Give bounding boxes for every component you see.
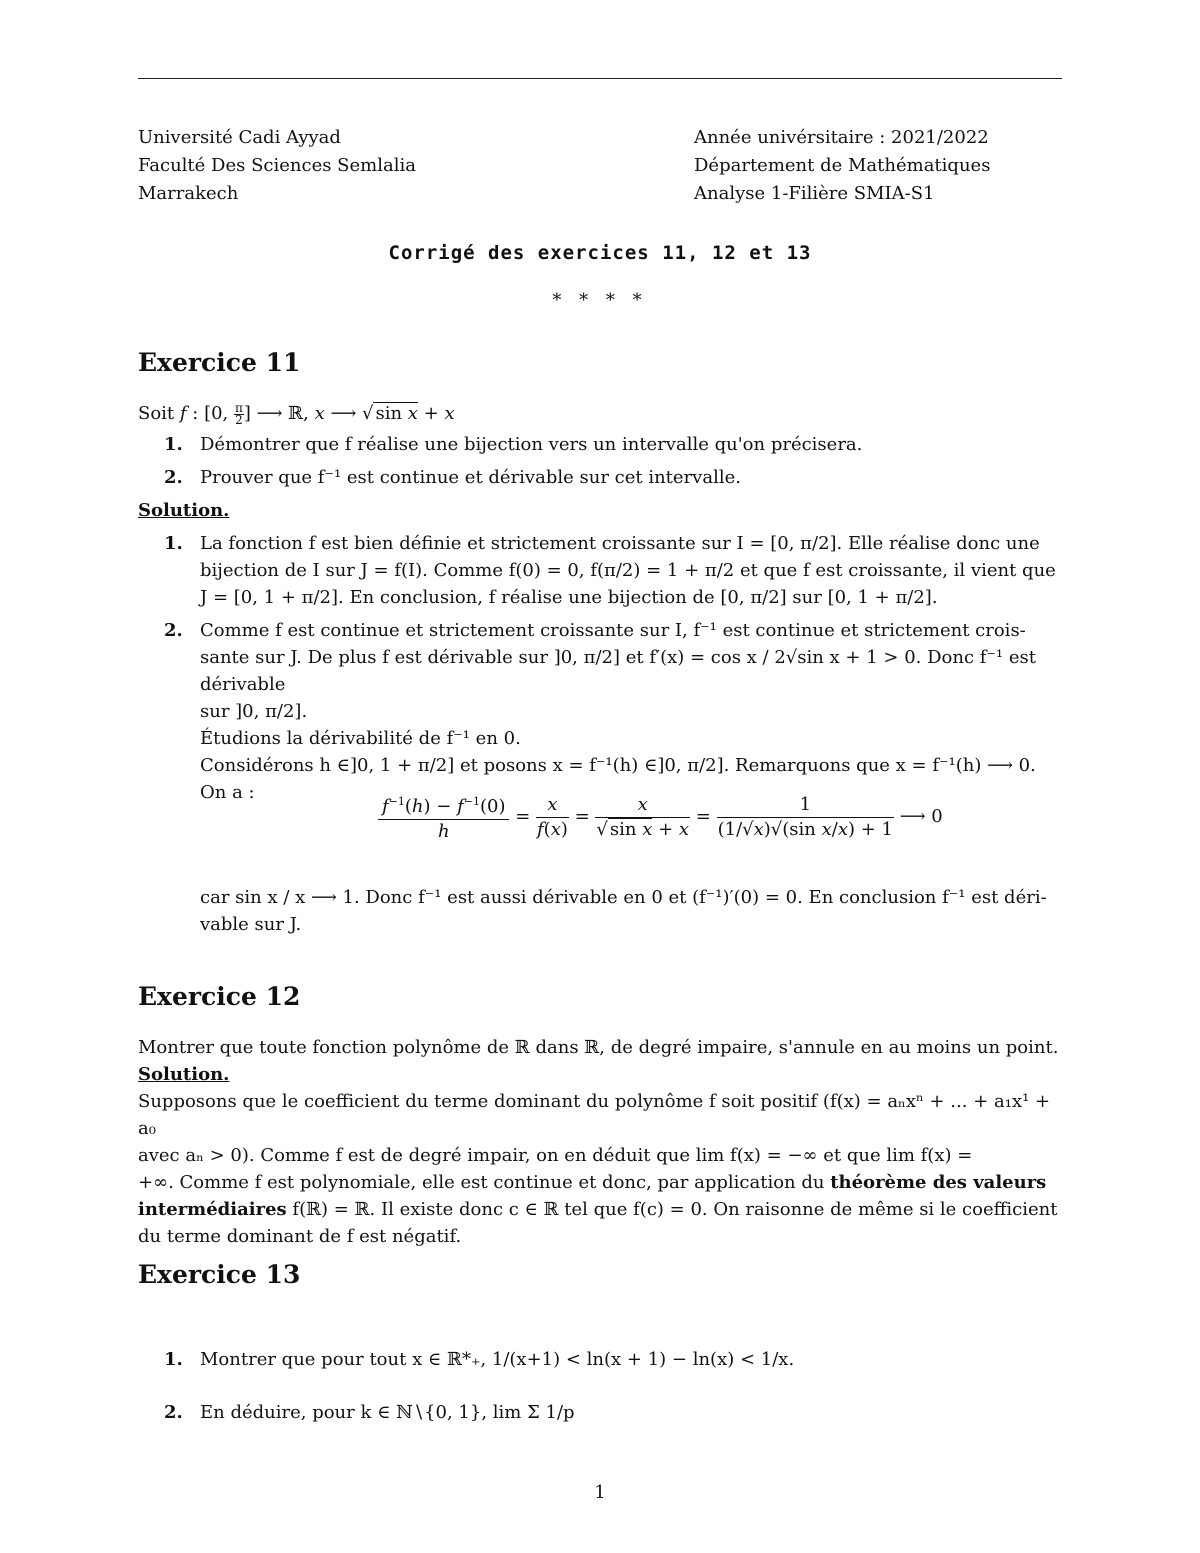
university-name: Université Cadi Ayyad bbox=[138, 127, 341, 148]
solution-line bbox=[138, 1169, 1062, 1196]
exercise-13-questions bbox=[138, 1346, 1062, 1426]
exercise-11-definition: Soit f : [0, $\frac{\pi}{2}$ ] ⟶ ℝ, x ⟶ √ sin x + x bbox=[138, 400, 455, 427]
question-text: En déduire, pour k ∈ ℕ∖{0, 1}, lim Σ 1/p bbox=[200, 1402, 575, 1423]
solution-line: bijection de I sur J = f(I). Comme f(0) = 0, f(π/2) = 1 + π/2 et que f est croissante, il vient que bbox=[200, 560, 1056, 581]
list-item: 2. Comme f est continue et strictement croissante sur I, f⁻¹ est continue et strictement crois- sante sur J. De plus f est dérivable sur ]0, π/2] et f′(x) = cos x / 2√sin x + 1 > 0. Donc f⁻¹ est dérivable sur ]0, π/2]. Étudions la dérivabilité de f⁻¹ en 0. Considérons h ∈]0, 1 + π/2] et posons x = f⁻¹(h) ∈]0, π/2]. Remarquons que x = f⁻¹(h) ⟶ 0. On a : bbox=[138, 617, 1062, 806]
header-right bbox=[694, 124, 990, 208]
solution-2-continuation bbox=[200, 884, 1062, 938]
header-left bbox=[138, 124, 416, 208]
solution-line: car sin x / x ⟶ 1. Donc f⁻¹ est aussi dérivable en 0 et (f⁻¹)′(0) = 0. En conclusion f⁻¹ est déri- bbox=[200, 887, 1047, 908]
list-item: 2. En déduire, pour k ∈ ℕ∖{0, 1}, lim Σ 1/p bbox=[164, 1402, 575, 1423]
exercise-13-body bbox=[138, 1346, 1062, 1426]
exercise-12-title: Exercice 12 bbox=[138, 982, 301, 1011]
theorem-name: théorème des valeurs bbox=[830, 1172, 1047, 1193]
solution-line: La fonction f est bien définie et strictement croissante sur I = [0, π/2]. Elle réalise donc une bbox=[200, 533, 1040, 554]
city-name: Marrakech bbox=[138, 183, 239, 204]
exercise-12-statement: Montrer que toute fonction polynôme de ℝ dans ℝ, de degré impaire, s'annule en au moins un point. bbox=[138, 1037, 1059, 1058]
faculty-name: Faculté Des Sciences Semlalia bbox=[138, 155, 416, 176]
solution-line: sante sur J. De plus f est dérivable sur ]0, π/2] et f′(x) = cos x / 2√sin x + 1 > 0. Donc f⁻¹ est dérivable bbox=[200, 647, 1036, 695]
academic-year: Année univérsitaire : 2021/2022 bbox=[694, 127, 989, 148]
theorem-name: intermédiaires bbox=[138, 1199, 287, 1220]
solution-line: du terme dominant de f est négatif. bbox=[138, 1226, 462, 1247]
page-number: 1 bbox=[594, 1482, 606, 1503]
exercise-12-body bbox=[138, 1034, 1062, 1250]
title-stars: * * * * bbox=[552, 290, 648, 311]
department-name: Département de Mathématiques bbox=[694, 155, 991, 176]
list-item: 2. Prouver que f⁻¹ est continue et dérivable sur cet intervalle. bbox=[164, 467, 741, 488]
question-text: Montrer que pour tout x ∈ ℝ*₊, 1/(x+1) < ln(x + 1) − ln(x) < 1/x. bbox=[200, 1349, 795, 1370]
solution-line: Considérons h ∈]0, 1 + π/2] et posons x = f⁻¹(h) ∈]0, π/2]. Remarquons que x = f⁻¹(h) ⟶ 0. On a : bbox=[200, 755, 1036, 803]
solution-line: J = [0, 1 + π/2]. En conclusion, f réalise une bijection de [0, π/2] sur [0, 1 + π/2]. bbox=[200, 587, 938, 608]
derivative-equation: $\frac{f^{-1}(h) - f^{-1}(0)}{h}$ = $\frac{x}{f(x)}$ = $\frac{x}{\text{√ sin x + x}}$ = $\frac{1}{\text{(1/√x)√(sin x/x) + 1}}$ ⟶ 0 bbox=[378, 790, 943, 844]
soit-label: Soit bbox=[138, 403, 175, 424]
exercise-11-questions bbox=[138, 431, 1062, 491]
solution-line bbox=[138, 1196, 1062, 1223]
exercise-11-title: Exercice 11 bbox=[138, 348, 301, 377]
list-item: 1. La fonction f est bien définie et strictement croissante sur I = [0, π/2]. Elle réalise donc une bijection de I sur J = f(I). Comme f(0) = 0, f(π/2) = 1 + π/2 et que f est croissante, il vient que J = [0, 1 + π/2]. En conclusion, f réalise une bijection de [0, π/2] sur [0, 1 + π/2]. bbox=[138, 530, 1062, 611]
question-text: Prouver que f⁻¹ est continue et dérivable sur cet intervalle. bbox=[200, 467, 741, 488]
solution-line: Comme f est continue et strictement croissante sur I, f⁻¹ est continue et strictement crois- bbox=[200, 620, 1026, 641]
solution-label: Solution. bbox=[138, 1064, 230, 1085]
exercise-11-statement bbox=[138, 400, 1062, 806]
solution-line: Étudions la dérivabilité de f⁻¹ en 0. bbox=[200, 728, 521, 749]
list-item: 1. Montrer que pour tout x ∈ ℝ*₊, 1/(x+1) < ln(x + 1) − ln(x) < 1/x. bbox=[164, 1349, 795, 1370]
solution-text: f(ℝ) = ℝ. Il existe donc c ∈ ℝ tel que f(c) = 0. On raisonne de même si le coefficient bbox=[292, 1199, 1058, 1220]
question-text: Démontrer que f réalise une bijection vers un intervalle qu'on précisera. bbox=[200, 434, 863, 455]
solution-line: vable sur J. bbox=[200, 914, 302, 935]
solution-text: +∞. Comme f est polynomiale, elle est continue et donc, par application du bbox=[138, 1172, 825, 1193]
solution-line: Supposons que le coefficient du terme dominant du polynôme f soit positif (f(x) = aₙxⁿ + ... + a₁x¹ + a₀ bbox=[138, 1091, 1051, 1139]
exercise-13-title: Exercice 13 bbox=[138, 1260, 301, 1289]
exercise-11-solutions bbox=[138, 530, 1062, 806]
top-rule bbox=[138, 78, 1062, 79]
solution-label: Solution. bbox=[138, 500, 230, 521]
solution-line: avec aₙ > 0). Comme f est de degré impair, on en déduit que lim f(x) = −∞ et que lim f(x) = bbox=[138, 1145, 973, 1166]
document-title: Corrigé des exercices 11, 12 et 13 bbox=[388, 242, 812, 264]
course-name: Analyse 1-Filière SMIA-S1 bbox=[694, 183, 935, 204]
list-item: 1. Démontrer que f réalise une bijection vers un intervalle qu'on précisera. bbox=[164, 434, 863, 455]
solution-line: sur ]0, π/2]. bbox=[200, 701, 308, 722]
